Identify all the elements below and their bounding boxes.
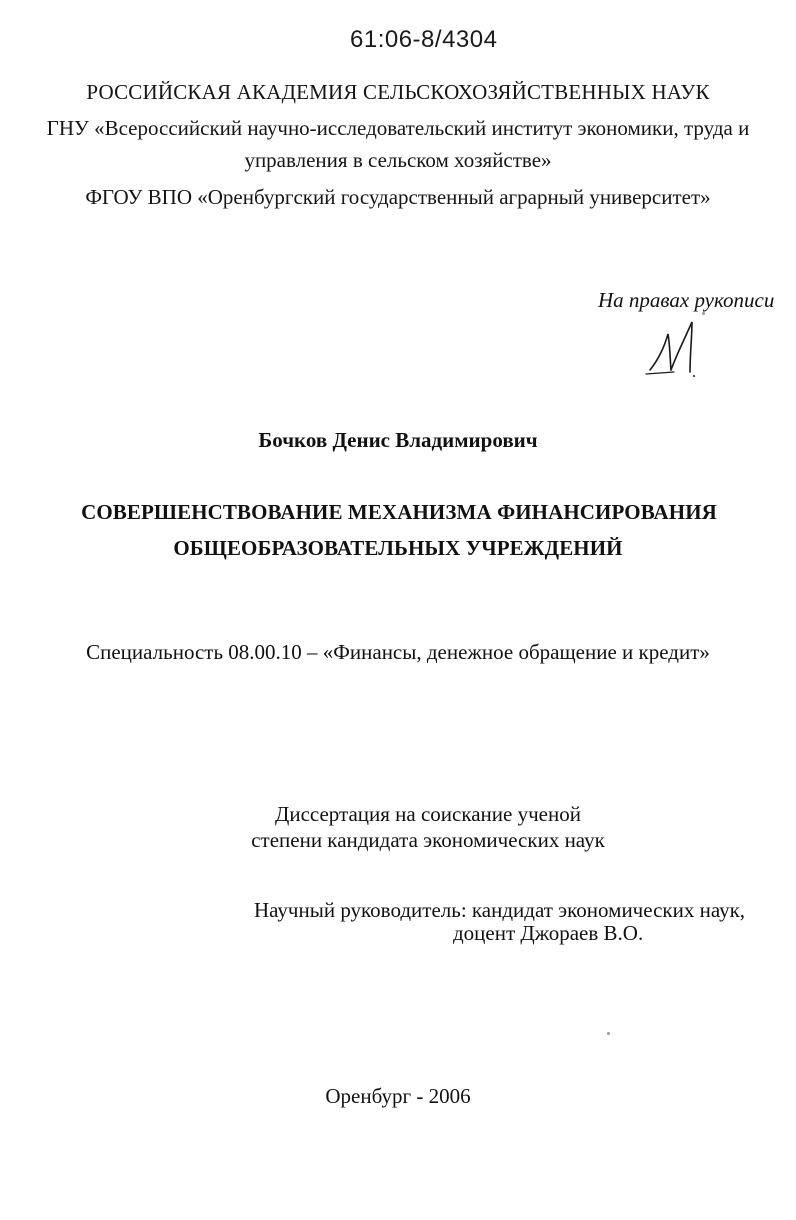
scan-speck: [607, 1032, 610, 1035]
dissertation-title-line2: ОБЩЕОБРАЗОВАТЕЛЬНЫХ УЧРЕЖДЕНИЙ: [173, 536, 623, 560]
advisor-line2: доцент Джораев В.О.: [453, 921, 644, 945]
dissertation-title-line1: СОВЕРШЕНСТВОВАНИЕ МЕХАНИЗМА ФИНАНСИРОВАНИЯ: [81, 500, 717, 524]
dissertation-type-line1: Диссертация на соискание ученой: [275, 802, 581, 826]
institute-name-line2: управления в сельском хозяйстве»: [244, 148, 552, 172]
archive-code: 61:06-8/4304: [350, 26, 498, 53]
manuscript-rights-label: На правах рукописи: [598, 288, 775, 312]
scan-speck: [702, 312, 705, 315]
institute-name-line1: ГНУ «Всероссийский научно-исследовательский институт экономики, труда и: [46, 116, 750, 140]
author-name: Бочков Денис Владимирович: [258, 428, 538, 452]
place-year: Оренбург - 2006: [325, 1084, 471, 1108]
specialty-line: Специальность 08.00.10 – «Финансы, денежное обращение и кредит»: [86, 640, 710, 664]
academy-name: РОССИЙСКАЯ АКАДЕМИЯ СЕЛЬСКОХОЗЯЙСТВЕННЫХ НАУК: [86, 80, 710, 104]
dissertation-type-line2: степени кандидата экономических наук: [251, 828, 605, 852]
university-name: ФГОУ ВПО «Оренбургский государственный аграрный университет»: [85, 185, 711, 209]
advisor-line1: Научный руководитель: кандидат экономических наук,: [254, 898, 746, 922]
signature-image: [640, 312, 720, 382]
